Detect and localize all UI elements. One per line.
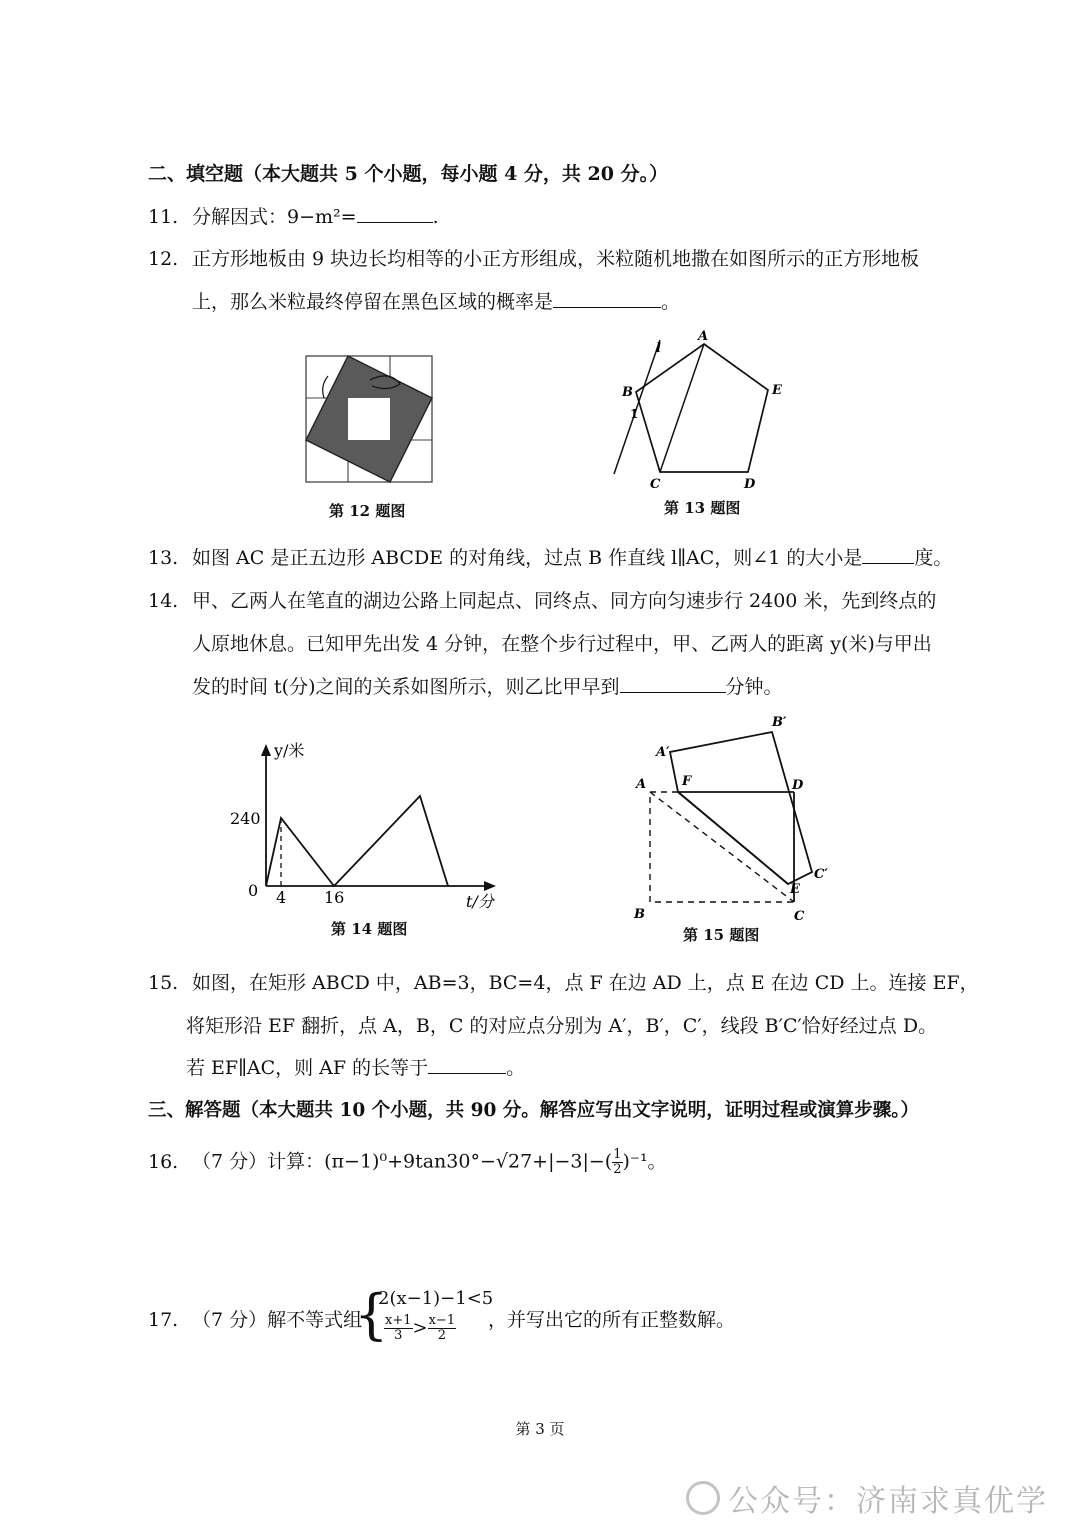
figure-14-x-tick-4: 4 bbox=[276, 888, 287, 907]
figure-15-diagonal-ac bbox=[650, 792, 794, 902]
figure-14-x-tick-16: 16 bbox=[324, 888, 345, 907]
figure-14-y-arrow bbox=[261, 744, 271, 756]
fraction-denominator: 2 bbox=[613, 1162, 622, 1177]
figure-13-label-l: l bbox=[656, 341, 661, 356]
figure-14-x-arrow bbox=[484, 881, 496, 891]
fraction-numerator: x+1 bbox=[385, 1313, 412, 1328]
fraction-denominator: 2 bbox=[437, 1328, 446, 1343]
question-text: （7 分）计算：(π−1)⁰+9tan30°−√27+|−3|−( bbox=[192, 1150, 613, 1173]
figure-14-distance-line bbox=[266, 796, 448, 886]
figure-14-x-label: t/分 bbox=[466, 892, 494, 911]
figure-14-origin-label: 0 bbox=[248, 881, 259, 900]
answer-blank bbox=[620, 674, 726, 693]
figure-13-pentagon bbox=[600, 322, 800, 492]
figure-15-label-c: C bbox=[794, 909, 805, 924]
figure-15-label-a: A bbox=[636, 777, 647, 792]
figure-15-label-c-prime: C′ bbox=[814, 867, 828, 882]
question-number: 17. bbox=[148, 1309, 179, 1331]
section2-title: 二、填空题（本大题共 5 个小题，每小题 4 分，共 20 分。） bbox=[148, 163, 669, 185]
answer-blank bbox=[428, 1055, 506, 1074]
figure-14-y-tick-240: 240 bbox=[230, 809, 261, 828]
punctuation: 。 bbox=[661, 291, 681, 313]
fraction-left bbox=[384, 1314, 413, 1343]
answer-blank bbox=[357, 204, 433, 223]
question-12-line2 bbox=[192, 289, 680, 315]
question-17 bbox=[148, 1307, 362, 1333]
question-15-line2: 将矩形沿 EF 翻折，点 A，B，C 的对应点分别为 A′，B′，C′，线段 B′C′恰好经过点 D。 bbox=[186, 1015, 938, 1037]
figure-12-caption: 第 12 题图 bbox=[329, 502, 406, 520]
figure-15-label-f: F bbox=[682, 774, 692, 789]
question-14-line1 bbox=[148, 588, 936, 614]
figure-13-caption: 第 13 题图 bbox=[664, 499, 741, 517]
question-15-line1 bbox=[148, 970, 979, 996]
question-number: 11. bbox=[148, 206, 179, 228]
question-11 bbox=[148, 204, 439, 230]
figure-12-tiled-floor bbox=[300, 352, 440, 492]
fraction-numerator: x−1 bbox=[428, 1313, 456, 1328]
question-number: 12. bbox=[148, 248, 179, 270]
figure-13-pentagon-outline bbox=[636, 344, 768, 472]
figure-15-label-b-prime: B′ bbox=[772, 715, 787, 730]
question-number: 14. bbox=[148, 590, 179, 612]
question-16 bbox=[148, 1148, 667, 1177]
question-text: 如图 AC 是正五边形 ABCDE 的对角线，过点 B 作直线 l∥AC，则∠1 的大小是 bbox=[192, 547, 863, 569]
question-number: 15. bbox=[148, 972, 179, 994]
answer-blank bbox=[862, 545, 914, 564]
question-text: （7 分）解不等式组 bbox=[192, 1309, 363, 1331]
punctuation: . bbox=[432, 206, 439, 228]
question-15-line3 bbox=[186, 1055, 525, 1081]
answer-blank bbox=[553, 289, 661, 308]
question-text: 正方形地板由 9 块边长均相等的小正方形组成，米粒随机地撒在如图所示的正方形地板 bbox=[192, 248, 920, 270]
question-17-suffix: ，并写出它的所有正整数解。 bbox=[488, 1309, 736, 1331]
figure-14-caption: 第 14 题图 bbox=[331, 920, 408, 938]
system-brace: { bbox=[354, 1283, 389, 1346]
figure-14-y-label: y/米 bbox=[274, 741, 305, 760]
unit-text: 分钟。 bbox=[725, 676, 783, 698]
section3-title: 三、解答题（本大题共 10 个小题，共 90 分。解答应写出文字说明，证明过程或演算步骤。） bbox=[148, 1100, 920, 1121]
fraction-one-half bbox=[612, 1148, 622, 1177]
figure-15-label-d: D bbox=[792, 778, 804, 793]
figure-15-caption: 第 15 题图 bbox=[683, 926, 760, 944]
figure-13-label-angle-1: 1 bbox=[630, 407, 639, 421]
figure-13-label-e: E bbox=[772, 383, 782, 398]
question-number: 16. bbox=[148, 1150, 179, 1173]
wechat-logo-icon bbox=[686, 1481, 720, 1515]
unit-text: 度。 bbox=[914, 547, 953, 569]
figure-14-distance-graph bbox=[226, 730, 506, 920]
watermark bbox=[686, 1476, 1048, 1520]
question-text: 如图，在矩形 ABCD 中，AB=3，BC=4，点 F 在边 AD 上，点 E 在边 CD 上。连接 EF， bbox=[192, 972, 979, 994]
figure-13-label-a: A bbox=[698, 329, 709, 344]
question-number: 13. bbox=[148, 547, 179, 569]
punctuation: 。 bbox=[506, 1057, 526, 1079]
inequality-1: 2(x−1)−1<5 bbox=[378, 1288, 494, 1309]
figure-13-label-b: B bbox=[622, 385, 633, 400]
question-13 bbox=[148, 545, 952, 571]
question-12-line1 bbox=[148, 246, 919, 272]
question-14-line2: 人原地休息。已知甲先出发 4 分钟，在整个步行过程中，甲、乙两人的距离 y(米)与甲出 bbox=[192, 633, 932, 655]
question-14-line3 bbox=[192, 674, 783, 700]
figure-15-label-e: E bbox=[790, 882, 800, 897]
fraction-right bbox=[428, 1314, 457, 1343]
question-text: 甲、乙两人在笔直的湖边公路上同起点、同终点、同方向匀速步行 2400 米，先到终点的 bbox=[192, 590, 937, 612]
figure-15-label-b: B bbox=[634, 907, 645, 922]
inequality-operator: > bbox=[412, 1317, 428, 1339]
figure-13-label-d: D bbox=[744, 477, 756, 492]
question-text: 分解因式：9−m²= bbox=[192, 206, 357, 228]
watermark-text: 公众号：济南求真优学 bbox=[728, 1484, 1048, 1519]
question-text-end: )⁻¹。 bbox=[622, 1150, 667, 1173]
fraction-denominator: 3 bbox=[394, 1328, 403, 1343]
figure-12-white-center bbox=[348, 398, 390, 440]
page-number: 第 3 页 bbox=[515, 1420, 565, 1438]
figure-13-diagonal-ac bbox=[660, 344, 704, 472]
figure-15-label-a-prime: A′ bbox=[656, 745, 670, 760]
fraction-numerator: 1 bbox=[613, 1147, 622, 1162]
question-text: 上，那么米粒最终停留在黑色区域的概率是 bbox=[192, 291, 554, 313]
question-text: 若 EF∥AC，则 AF 的长等于 bbox=[186, 1057, 429, 1079]
inequality-2 bbox=[384, 1314, 456, 1343]
figure-13-label-c: C bbox=[650, 477, 661, 492]
question-text: 发的时间 t(分)之间的关系如图所示，则乙比甲早到 bbox=[192, 676, 620, 698]
figure-15-rectangle-fold bbox=[622, 708, 842, 928]
